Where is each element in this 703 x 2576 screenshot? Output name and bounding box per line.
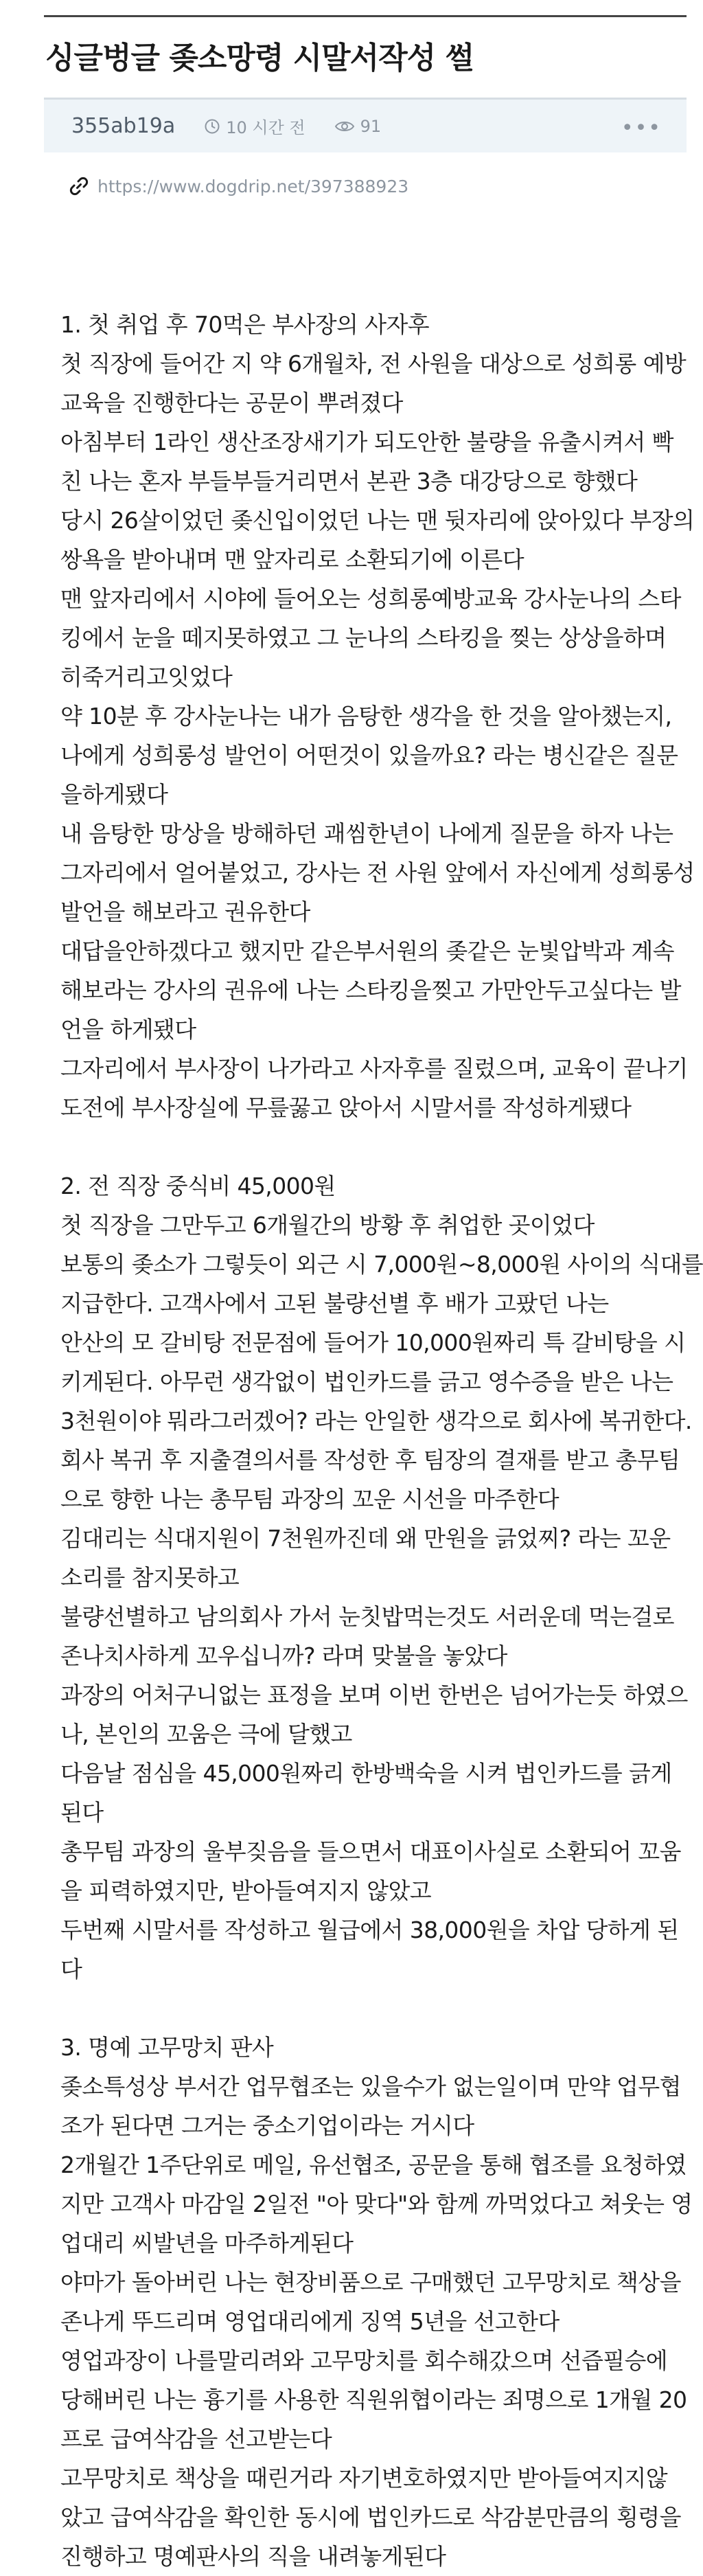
- body-line: 보통의 좆소가 그렇듯이 외근 시 7,000원~8,000원 사이의 식대를: [60, 1251, 703, 1278]
- body-line: 프로 급여삭감을 선고받는다: [60, 2426, 332, 2452]
- body-line: 된다: [60, 1799, 104, 1826]
- body-line: 야마가 돌아버린 나는 현장비품으로 구매했던 고무망치로 책상을: [60, 2269, 681, 2296]
- body-line: 3천원이야 뭐라그러겠어? 라는 안일한 생각으로 회사에 복귀한다.: [60, 1408, 692, 1434]
- body-line: 김대리는 식대지원이 7천원까진데 왜 만원을 긁었찌? 라는 꼬운: [60, 1525, 671, 1552]
- body-line: 히죽거리고잇었다: [60, 664, 233, 690]
- body-line: 당시 26살이었던 좆신입이었던 나는 맨 뒷자리에 앉아있다 부장의: [60, 507, 695, 534]
- body-line: 아침부터 1라인 생산조장새기가 되도안한 불량을 유출시켜서 빡: [60, 429, 673, 455]
- body-line: 을하게됐다: [60, 781, 168, 808]
- body-line: 발언을 해보라고 권유한다: [60, 899, 310, 925]
- body-line: 키게된다. 아무런 생각없이 법인카드를 긁고 영수증을 받은 나는: [60, 1368, 673, 1395]
- body-line: 업대리 씨발년을 마주하게된다: [60, 2230, 354, 2257]
- body-line: 첫 직장에 들어간 지 약 6개월차, 전 사원을 대상으로 성희롱 예방: [60, 350, 687, 377]
- body-line: 교육을 진행한다는 공문이 뿌려졌다: [60, 389, 403, 416]
- body-line: 총무팀 과장의 울부짖음을 들으면서 대표이사실로 소환되어 꼬움: [60, 1838, 681, 1865]
- body-line: 영업과장이 나를말리려와 고무망치를 회수해갔으며 선즙필승에: [60, 2347, 668, 2374]
- body-line: 언을 하게됐다: [60, 1016, 196, 1043]
- more-dots-icon[interactable]: •••: [621, 116, 662, 140]
- body-line: 3. 명예 고무망치 판사: [60, 2034, 274, 2061]
- body-line: 나에게 성희롱성 발언이 어떤것이 있을까요? 라는 병신같은 질문: [60, 742, 678, 769]
- top-divider: [44, 15, 687, 17]
- body-line: 조가 된다면 그거는 중소기업이라는 거시다: [60, 2112, 474, 2139]
- body-line: 해보라는 강사의 권유에 나는 스타킹을찢고 가만안두고싶다는 발: [60, 977, 681, 1004]
- paragraph-gap: [60, 1127, 687, 1166]
- post-body: [60, 305, 703, 2576]
- post-time-text: 10 시간 전: [226, 118, 306, 137]
- body-line: 진행하고 명예판사의 직을 내려놓게된다: [60, 2543, 446, 2570]
- body-line: 친 나는 혼자 부들부들거리면서 본관 3층 대강당으로 향했다: [60, 468, 638, 495]
- body-line: 다음날 점심을 45,000원짜리 한방백숙을 시켜 법인카드를 긁게: [60, 1760, 672, 1787]
- eye-icon: [334, 119, 355, 134]
- post-title: 싱글벙글 좆소망령 시말서작성 썰: [45, 41, 474, 76]
- body-line: 도전에 부사장실에 무릎꿇고 앉아서 시말서를 작성하게됐다: [60, 1094, 632, 1121]
- body-line: 첫 직장을 그만두고 6개월간의 방황 후 취업한 곳이었다: [60, 1212, 595, 1239]
- body-line: 으로 향한 나는 총무팀 과장의 꼬운 시선을 마주한다: [60, 1486, 560, 1513]
- source-link[interactable]: [69, 176, 408, 196]
- body-line: 대답을안하겠다고 했지만 같은부서원의 좆같은 눈빛압박과 계속: [60, 938, 674, 964]
- body-line: 당해버린 나는 흉기를 사용한 직원위협이라는 죄명으로 1개월 20: [60, 2386, 687, 2413]
- body-line: 지급한다. 고객사에서 고된 불량선별 후 배가 고팠던 나는: [60, 1290, 609, 1317]
- source-url[interactable]: https://www.dogdrip.net/397388923: [97, 176, 409, 196]
- body-line: 그자리에서 부사장이 나가라고 사자후를 질렀으며, 교육이 끝나기: [60, 1055, 688, 1082]
- body-line: 존나게 뚜드리며 영업대리에게 징역 5년을 선고한다: [60, 2308, 560, 2335]
- body-line: 1. 첫 취업 후 70먹은 부사장의 사자후: [60, 311, 430, 338]
- view-count-text: 91: [360, 116, 382, 136]
- body-line: 킹에서 눈을 떼지못하였고 그 눈나의 스타킹을 찢는 상상을하며: [60, 624, 667, 651]
- body-line: 회사 복귀 후 지출결의서를 작성한 후 팀장의 결재를 받고 총무팀: [60, 1447, 680, 1473]
- paragraph-gap: [60, 1989, 687, 2028]
- body-line: 안산의 모 갈비탕 전문점에 들어가 10,000원짜리 특 갈비탕을 시: [60, 1329, 686, 1356]
- body-line: 존나치사하게 꼬우십니까? 라며 맞불을 놓았다: [60, 1642, 507, 1669]
- clock-icon: [204, 118, 220, 135]
- body-line: 쌍욕을 받아내며 맨 앞자리로 소환되기에 이른다: [60, 546, 525, 573]
- body-line: 소리를 참지못하고: [60, 1564, 240, 1591]
- author-name[interactable]: 355ab19a: [71, 114, 176, 138]
- view-count: [334, 117, 382, 136]
- link-icon: [69, 176, 89, 196]
- post-meta-bar: [44, 98, 687, 152]
- body-line: 좆소특성상 부서간 업무협조는 있을수가 없는일이며 만약 업무협: [60, 2073, 681, 2100]
- body-line: 과장의 어처구니없는 표정을 보며 이번 한번은 넘어가는듯 하였으: [60, 1682, 688, 1708]
- body-line: 불량선별하고 남의회사 가서 눈칫밥먹는것도 서러운데 먹는걸로: [60, 1603, 674, 1630]
- body-line: 지만 고객사 마감일 2일전 "아 맞다"와 함께 까먹었다고 쳐웃는 영: [60, 2191, 693, 2217]
- body-line: 맨 앞자리에서 시야에 들어오는 성희롱예방교육 강사눈나의 스타: [60, 585, 681, 612]
- post-time: [204, 114, 305, 138]
- body-line: 다: [60, 1956, 82, 1982]
- body-line: 그자리에서 얼어붙었고, 강사는 전 사원 앞에서 자신에게 성희롱성: [60, 859, 695, 886]
- body-line: 나, 본인의 꼬움은 극에 달했고: [60, 1721, 352, 1748]
- body-line: 았고 급여삭감을 확인한 동시에 법인카드로 삭감분만큼의 횡령을: [60, 2504, 681, 2531]
- body-line: 을 피력하였지만, 받아들여지지 않았고: [60, 1877, 432, 1904]
- body-line: 2개월간 1주단위로 메일, 유선협조, 공문을 통해 협조를 요청하였: [60, 2151, 687, 2178]
- body-line: 고무망치로 책상을 때린거라 자기변호하였지만 받아들여지지않: [60, 2465, 668, 2492]
- body-line: 약 10분 후 강사눈나는 내가 음탕한 생각을 한 것을 알아챘는지,: [60, 703, 672, 730]
- body-line: 내 음탕한 망상을 방해하던 괘씸한년이 나에게 질문을 하자 나는: [60, 820, 673, 847]
- body-line: 2. 전 직장 중식비 45,000원: [60, 1173, 336, 1199]
- body-line: 두번째 시말서를 작성하고 월급에서 38,000원을 차압 당하게 된: [60, 1917, 679, 1943]
